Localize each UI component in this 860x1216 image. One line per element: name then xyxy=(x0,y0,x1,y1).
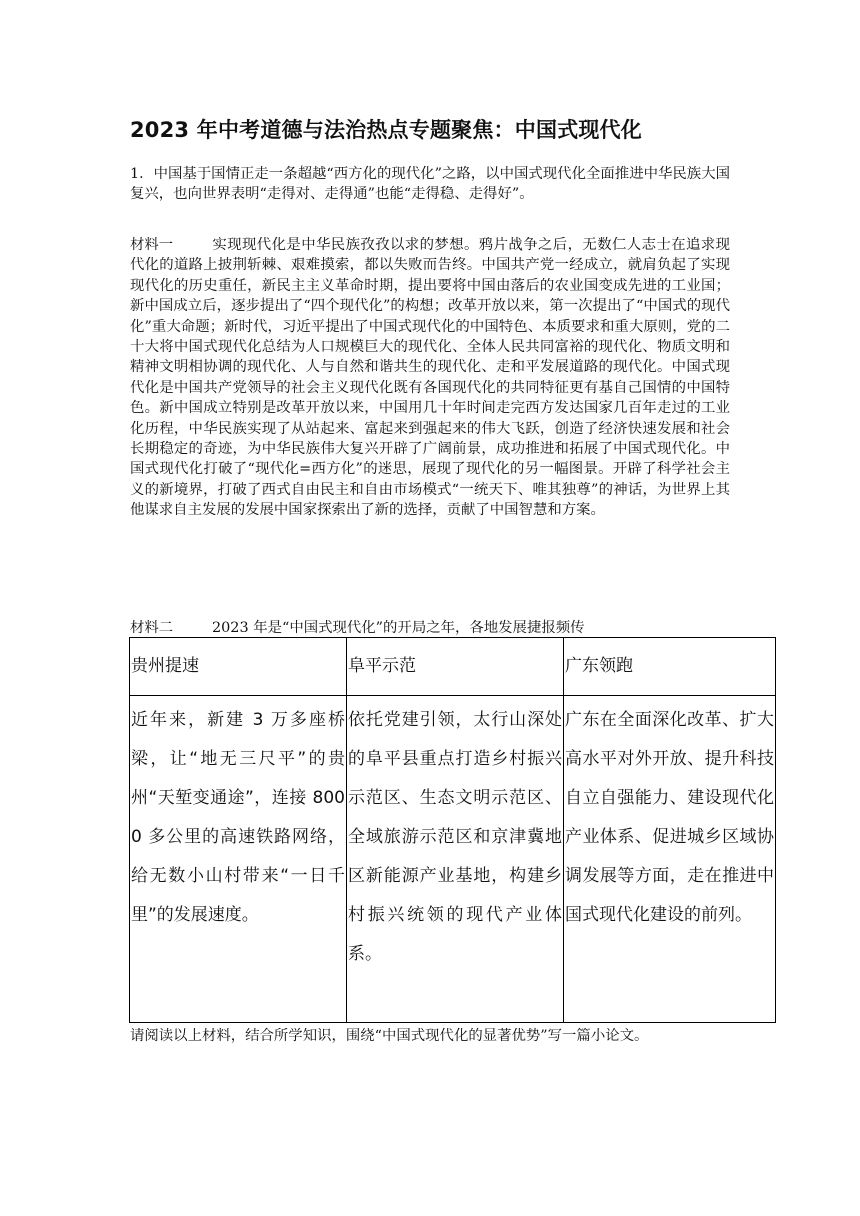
table-header-fuping: 阜平示范 xyxy=(347,638,564,696)
question-stem: 1．中国基于国情正走一条超越“西方化的现代化”之路，以中国式现代化全面推进中华民族大国复兴，也向世界表明“走得对、走得通”也能“走得稳、走得好”。 xyxy=(130,166,730,203)
material-one-text: 实现现代化是中华民族孜孜以求的梦想。鸦片战争之后，无数仁人志士在追求现代化的道路上披荆斩棘、艰难摸索，都以失败而告终。中国共产党一经成立，就肩负起了实现现代化的历史重任，新民主主义革命时期，提出要将中国由落后的农业国变成先进的工业国；新中国成立后，逐步提出了“四个现代化”的构想；改革开放以来，第一次提出了“中国式的现代化”重大命题；新时代，习近平提出了中国式现代化的中国特色、本质要求和重大原则，党的二十大将中国式现代化总结为人口规模巨大的现代化、全体人民共同富裕的现代化、物质文明和精神文明相协调的现代化、人与自然和谐共生的现代化、走和平发展道路的现代化。中国式现代化是中国共产党领导的社会主义现代化既有各国现代化的共同特征更有基自己国情的中国特色。新中国成立特别是改革开放以来，中国用几十年时间走完西方发达国家几百年走过的工业化历程，中华民族实现了从站起来、富起来到强起来的伟大飞跃，创造了经济快速发展和社会长期稳定的奇迹，为中华民族伟大复兴开辟了广阔前景，成功推进和拓展了中国式现代化。中国式现代化打破了“现代化=西方化”的迷思，展现了现代化的另一幅图景。开辟了科学社会主义的新境界，打破了西式自由民主和自由市场模式“一统天下、唯其独尊”的神话，为世界上其他谋求自主发展的发展中国家探索出了新的选择，贡献了中国智慧和方案。 xyxy=(130,237,730,519)
material-one xyxy=(130,235,730,521)
document-title: 2023 年中考道德与法治热点专题聚焦：中国式现代化 xyxy=(130,118,642,142)
table-cell-guangdong: 广东在全面深化改革、扩大高水平对外开放、提升科技自立自强能力、建设现代化产业体系、促进城乡区域协调发展等方面，走在推进中国式现代化建设的前列。 xyxy=(564,696,776,1023)
material-two-text: 2023 年是“中国式现代化”的开局之年，各地发展捷报频传 xyxy=(212,620,585,636)
table-cell-fuping: 依托党建引领，太行山深处的阜平县重点打造乡村振兴示范区、生态文明示范区、全域旅游示范区和京津冀地区新能源产业基地，构建乡村振兴统领的现代产业体系。 xyxy=(347,696,564,1023)
material-two xyxy=(130,618,730,638)
material-one-label: 材料一 xyxy=(130,237,174,253)
table-header-guangdong: 广东领跑 xyxy=(564,638,776,696)
table-header-row xyxy=(130,638,776,696)
material-two-label: 材料二 xyxy=(130,620,174,636)
development-table xyxy=(129,637,776,1023)
table-header-guizhou: 贵州提速 xyxy=(130,638,347,696)
essay-prompt: 请阅读以上材料，结合所学知识，围绕“中国式现代化的显著优势”写一篇小论文。 xyxy=(130,1028,649,1044)
table-row xyxy=(130,696,776,1023)
table-cell-guizhou: 近年来，新建 3 万多座桥梁，让“地无三尺平”的贵州“天堑变通途”，连接 8000 多公里的高速铁路网络，给无数小山村带来“一日千里”的发展速度。 xyxy=(130,696,347,1023)
